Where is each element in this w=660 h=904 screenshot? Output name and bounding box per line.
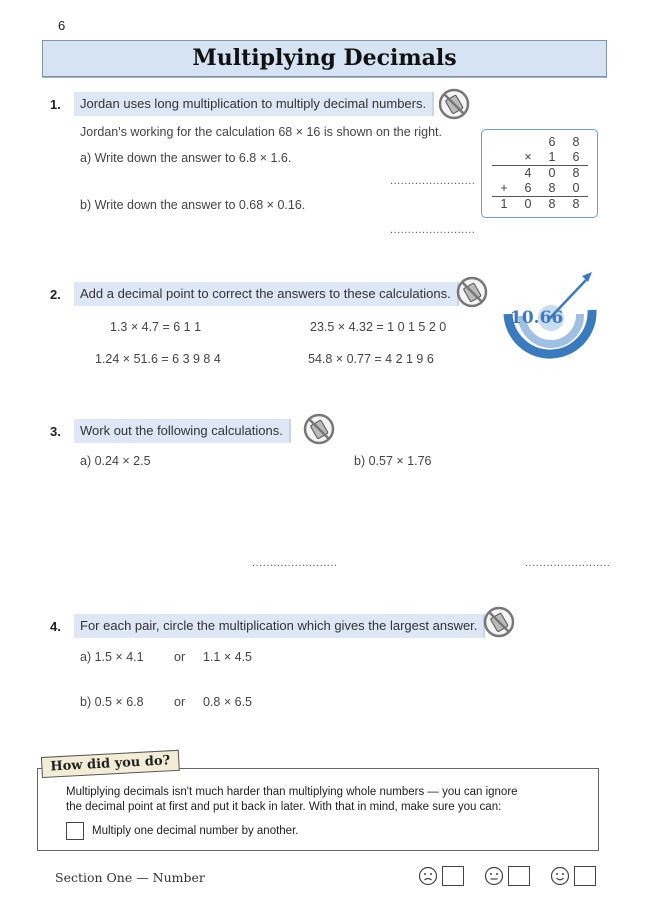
neutral-face-icon — [484, 866, 504, 886]
question-2-calc-3: 1.24 × 51.6 = 6 3 9 8 4 — [95, 352, 221, 366]
question-4a-left[interactable]: a) 1.5 × 4.1 — [80, 650, 144, 664]
question-4b-or: or — [174, 695, 186, 709]
answer-line-1b: ........................ — [390, 224, 476, 236]
neutral-rating-box[interactable] — [508, 866, 530, 886]
question-2-heading: Add a decimal point to correct the answers to these calculations. — [74, 282, 459, 306]
working-grid — [492, 135, 588, 212]
title-banner — [42, 40, 607, 77]
section-footer: Section One — Number — [55, 870, 205, 885]
no-calculator-icon — [483, 606, 515, 638]
question-4a-right[interactable]: 1.1 × 4.5 — [203, 650, 252, 664]
target-number: 10.66 — [510, 308, 564, 328]
question-1-heading: Jordan uses long multiplication to multiply decimal numbers. — [74, 92, 434, 116]
no-calculator-icon — [303, 413, 335, 445]
question-1a: a) Write down the answer to 6.8 × 1.6. — [80, 151, 292, 165]
sad-rating-box[interactable] — [442, 866, 464, 886]
no-calculator-icon — [438, 88, 470, 120]
question-4-number: 4. — [50, 619, 61, 634]
question-2-calc-1: 1.3 × 4.7 = 6 1 1 — [110, 320, 202, 334]
how-did-you-do-box — [37, 768, 599, 851]
working-row: 6 8 — [548, 135, 580, 149]
how-did-you-do-line-2: the decimal point at first and put it back in later. With that in mind, make sure you can: — [66, 801, 502, 813]
question-2-number: 2. — [50, 287, 61, 302]
question-3a: a) 0.24 × 2.5 — [80, 454, 151, 468]
question-4b-right[interactable]: 0.8 × 6.5 — [203, 695, 252, 709]
working-row: 4 0 8 — [492, 166, 588, 182]
question-2-calc-4: 54.8 × 0.77 = 4 2 1 9 6 — [308, 352, 434, 366]
skill-checkbox[interactable] — [66, 822, 84, 840]
how-did-you-do-tab: How did you do? — [41, 750, 180, 778]
question-1-number: 1. — [50, 97, 61, 112]
question-3b: b) 0.57 × 1.76 — [354, 454, 432, 468]
page-title: Multiplying Decimals — [192, 45, 457, 71]
question-3-heading: Work out the following calculations. — [74, 419, 291, 443]
question-4-heading: For each pair, circle the multiplication which gives the largest answer. — [74, 614, 485, 638]
working-row: 1 0 8 8 — [492, 197, 588, 213]
question-3-number: 3. — [50, 424, 61, 439]
skill-item-label: Multiply one decimal number by another. — [92, 825, 299, 837]
page-number: 6 — [58, 18, 66, 33]
working-row: × 1 6 — [524, 150, 580, 164]
target-icon — [500, 270, 600, 370]
answer-line-1a: ........................ — [390, 175, 476, 187]
no-calculator-icon — [456, 276, 488, 308]
working-row: + 6 8 0 — [500, 181, 580, 195]
question-4a-or: or — [174, 650, 186, 664]
happy-face-icon — [550, 866, 570, 886]
happy-rating-box[interactable] — [574, 866, 596, 886]
question-1-intro: Jordan's working for the calculation 68 × 16 is shown on the right. — [80, 125, 442, 139]
answer-line-3a: ........................ — [252, 557, 338, 569]
answer-line-3b: ........................ — [525, 557, 611, 569]
question-1b: b) Write down the answer to 0.68 × 0.16. — [80, 198, 306, 212]
how-did-you-do-line-1: Multiplying decimals isn't much harder than multiplying whole numbers — you can ignore — [66, 786, 518, 798]
question-4b-left[interactable]: b) 0.5 × 6.8 — [80, 695, 144, 709]
sad-face-icon — [418, 866, 438, 886]
long-multiplication-working — [481, 129, 598, 218]
question-2-calc-2: 23.5 × 4.32 = 1 0 1 5 2 0 — [310, 320, 447, 334]
